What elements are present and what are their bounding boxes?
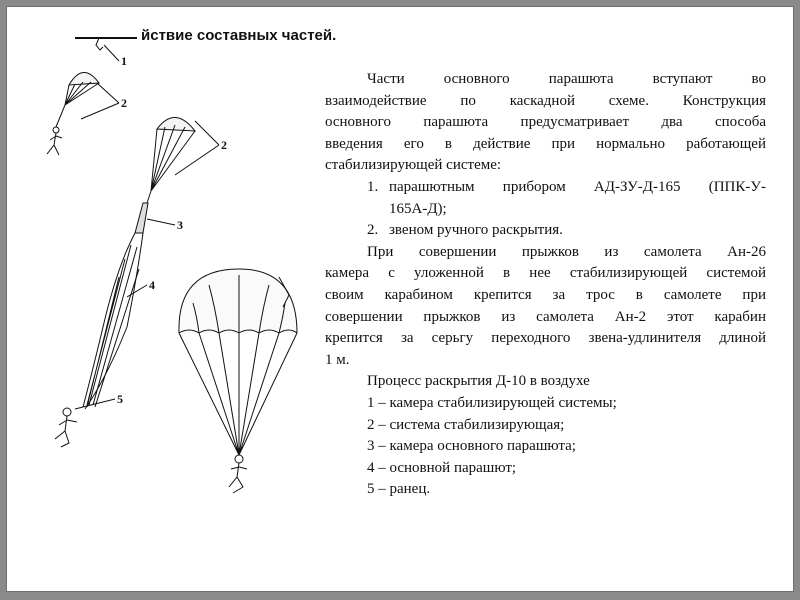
method-line: звеном ручного раскрытия. bbox=[389, 222, 563, 239]
paratrooper-open-head bbox=[235, 455, 243, 463]
stabilizer-canopy-2 bbox=[157, 117, 195, 131]
paratrooper-top-body bbox=[47, 133, 62, 155]
label-2a: 2 bbox=[121, 96, 127, 110]
label-4: 4 bbox=[149, 278, 155, 292]
jump-line: При совершении прыжков из самолета Ан-26 bbox=[367, 243, 766, 260]
label-1: 1 bbox=[121, 54, 127, 68]
label-3: 3 bbox=[177, 218, 183, 232]
method-number: 2. bbox=[367, 222, 379, 239]
stabilizer-2-riser bbox=[147, 191, 151, 203]
stabilizer-canopy-2-lines bbox=[151, 125, 195, 191]
method-number: 1. bbox=[367, 178, 379, 195]
method-item bbox=[325, 220, 766, 242]
method-item bbox=[325, 177, 766, 220]
paratrooper-5-head bbox=[63, 408, 71, 416]
paratrooper-5-body bbox=[55, 416, 77, 447]
legend-item: 4 – основной парашют; bbox=[367, 459, 517, 476]
main-canopy-gores bbox=[87, 245, 139, 407]
jump-line: крепится за серьгу переходного звена-удлинителя длиной bbox=[325, 330, 766, 347]
label-2b: 2 bbox=[221, 138, 227, 152]
leader-2a bbox=[81, 83, 119, 119]
parachute-deployment-diagram bbox=[7, 7, 327, 591]
leader-4 bbox=[127, 285, 147, 297]
jump-line: 1 м. bbox=[325, 351, 350, 368]
jump-line: своим карабином крепится за трос в самолете при bbox=[325, 286, 766, 303]
intro-line: Части основного парашюта вступают во bbox=[367, 71, 766, 87]
jump-line: совершении прыжков из самолета Ан-2 этот карабин bbox=[325, 308, 766, 325]
process-title: Процесс раскрытия Д-10 в воздухе bbox=[367, 373, 590, 390]
method-line: 165А-Д); bbox=[389, 200, 447, 217]
method-line: парашютным прибором АД-ЗУ-Д-165 (ППК-У- bbox=[389, 178, 766, 195]
stabilizer-canopy-lines bbox=[65, 82, 99, 105]
leader-1 bbox=[104, 45, 119, 61]
open-canopy-lines bbox=[179, 333, 297, 455]
legend-item: 5 – ранец. bbox=[367, 481, 431, 498]
intro-line: стабилизирующей системе: bbox=[325, 157, 502, 174]
legend-item: 1 – камера стабилизирующей системы; bbox=[367, 394, 617, 411]
intro-line: введения его в действие при нормально работающей bbox=[325, 135, 766, 152]
label-5: 5 bbox=[117, 392, 123, 406]
leader-5 bbox=[75, 399, 115, 409]
intro-line: основного парашюта предусматривает два способа bbox=[325, 114, 766, 131]
paratrooper-top-head bbox=[53, 127, 59, 133]
slide-title: йствие составных частей. bbox=[141, 27, 337, 44]
stabilizer-camera-1 bbox=[96, 38, 103, 50]
main-canopy-right-edge bbox=[85, 233, 143, 409]
main-camera-3 bbox=[135, 203, 148, 233]
legend-item: 3 – камера основного парашюта; bbox=[367, 438, 576, 455]
stabilizer-canopy-top bbox=[69, 72, 99, 85]
main-text bbox=[325, 69, 766, 501]
jump-line: камера с уложенной в нее стабилизирующей системой bbox=[325, 265, 766, 282]
open-canopy-dome bbox=[179, 269, 297, 333]
stabilizer-riser bbox=[56, 105, 65, 127]
paratrooper-open-body bbox=[229, 463, 247, 493]
slide bbox=[6, 6, 794, 592]
leader-3 bbox=[147, 219, 175, 225]
legend-item: 2 – система стабилизирующая; bbox=[367, 416, 565, 433]
intro-line: взаимодействие по каскадной схеме. Конструкция bbox=[325, 92, 766, 109]
